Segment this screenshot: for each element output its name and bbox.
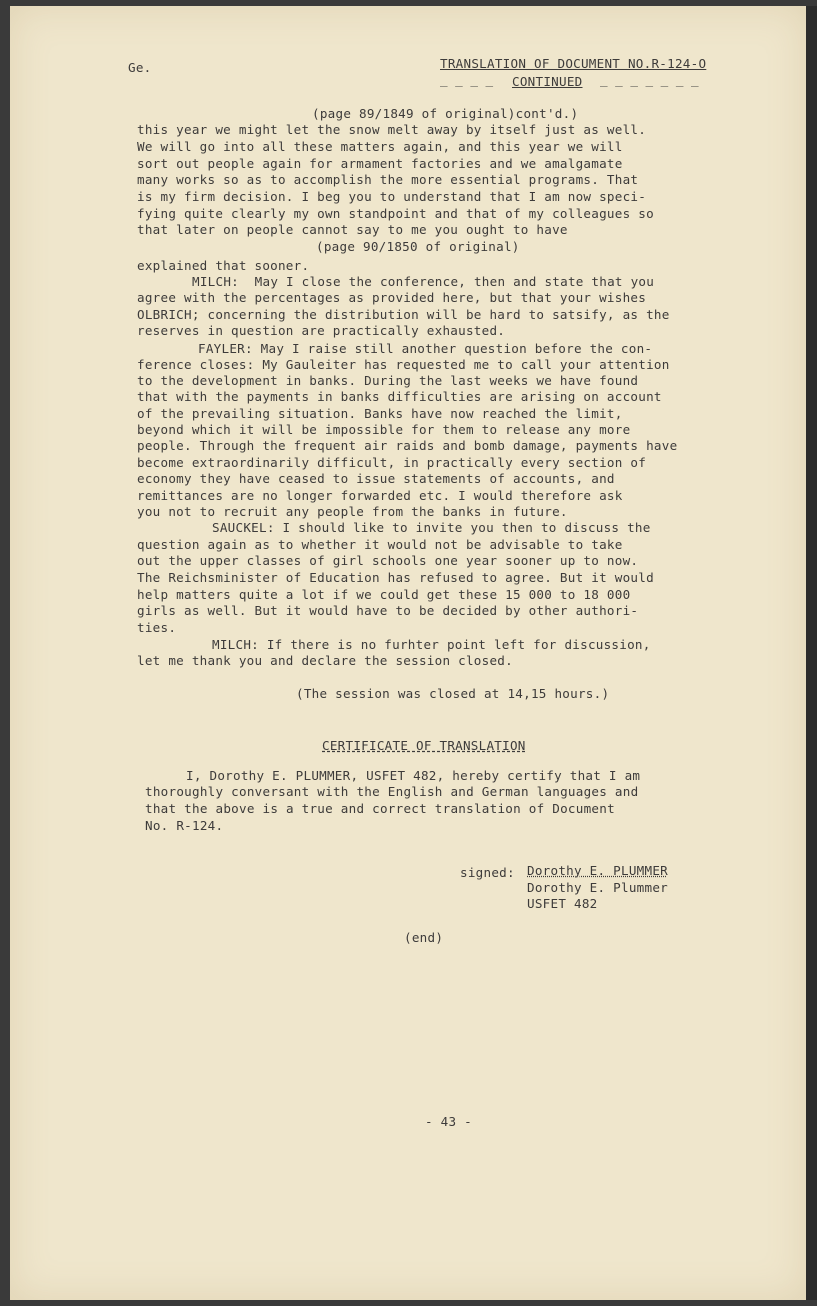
certificate-heading: CERTIFICATE OF TRANSLATION [322,738,526,753]
text-line: reserves in question are practically exhausted. [137,323,506,338]
text-line: ties. [137,620,177,635]
text-line: of the prevailing situation. Banks have now reached the limit, [137,406,623,421]
header-title: TRANSLATION OF DOCUMENT NO.R-124-O [440,56,707,71]
header-dashes-right: _ _ _ _ _ _ _ [600,72,699,87]
header-left-code: Ge. [128,60,152,75]
text-line: We will go into all these matters again, and this year we will [137,139,623,154]
page-reference: (page 89/1849 of original)cont'd.) [312,106,579,121]
certificate-line: thoroughly conversant with the English and German languages and [145,784,639,799]
certificate-line: I, Dorothy E. PLUMMER, USFET 482, hereby certify that I am [186,768,641,783]
certificate-line: No. R-124. [145,818,224,833]
text-line: MILCH: May I close the conference, then and state that you [192,274,655,289]
text-line: that later on people cannot say to me you ought to have [137,222,568,237]
text-line: SAUCKEL: I should like to invite you then to discuss the [212,520,651,535]
text-line: OLBRICH; concerning the distribution will be hard to satsify, as the [137,307,670,322]
text-line: sort out people again for armament factories and we amalgamate [137,156,623,171]
text-line: girls as well. But it would have to be decided by other authori- [137,603,639,618]
text-line: to the development in banks. During the last weeks we have found [137,373,639,388]
text-line: become extraordinarily difficult, in practically every section of [137,455,647,470]
signed-label: signed: [460,865,515,880]
text-line: you not to recruit any people from the banks in future. [137,504,568,519]
scan-edge [806,6,817,1300]
text-line: MILCH: If there is no furhter point left for discussion, [212,637,651,652]
text-line: agree with the percentages as provided here, but that your wishes [137,290,647,305]
text-line: The Reichsminister of Education has refused to agree. But it would [137,570,654,585]
text-line: that with the payments in banks difficulties are arising on account [137,389,662,404]
text-line: many works so as to accomplish the more essential programs. That [137,172,639,187]
text-line: ference closes: My Gauleiter has requested me to call your attention [137,357,670,372]
signature: Dorothy E. PLUMMER [527,863,668,878]
typed-name: Dorothy E. Plummer [527,880,668,895]
text-line: people. Through the frequent air raids and bomb damage, payments have [137,438,678,453]
text-line: remittances are no longer forwarded etc. I would therefore ask [137,488,623,503]
text-line: economy they have ceased to issue statements of accounts, and [137,471,615,486]
text-line: question again as to whether it would not be advisable to take [137,537,623,552]
end-marker: (end) [404,930,444,945]
text-line: let me thank you and declare the session closed. [137,653,513,668]
text-line: help matters quite a lot if we could get these 15 000 to 18 000 [137,587,631,602]
text-line: explained that sooner. [137,258,310,273]
text-line: out the upper classes of girl schools one year sooner up to now. [137,553,639,568]
header-dashes-left: _ _ _ _ [440,72,494,87]
header-continued: CONTINUED [512,74,583,89]
page-number: - 43 - [425,1114,472,1129]
certificate-line: that the above is a true and correct translation of Document [145,801,615,816]
signer-unit: USFET 482 [527,896,598,911]
page-reference: (page 90/1850 of original) [316,239,520,254]
text-line: FAYLER: May I raise still another question before the con- [198,341,653,356]
session-closed-note: (The session was closed at 14,15 hours.) [296,686,610,701]
text-line: this year we might let the snow melt away by itself just as well. [137,122,647,137]
text-line: is my firm decision. I beg you to understand that I am now speci- [137,189,647,204]
text-line: beyond which it will be impossible for them to release any more [137,422,631,437]
text-line: fying quite clearly my own standpoint and that of my colleagues so [137,206,654,221]
